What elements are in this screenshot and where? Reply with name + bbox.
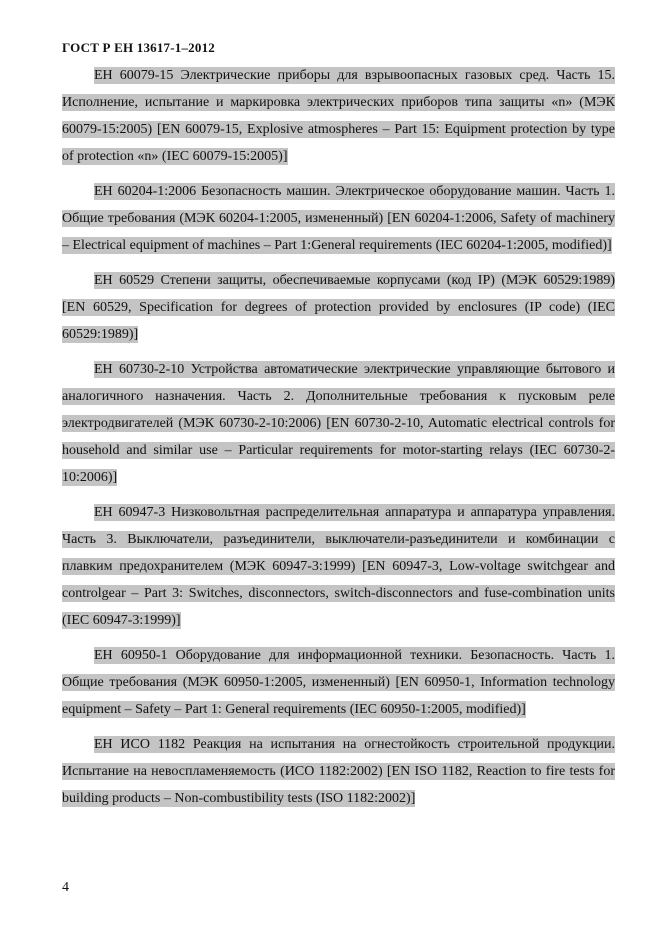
reference-entry-en-60529 — [62, 267, 615, 348]
page-number: 4 — [62, 880, 69, 895]
reference-entry-en-60950-1 — [62, 642, 615, 723]
reference-text: ЕН 60947-3 Низковольтная распределительная аппаратура и аппаратура управления. Часть 3. Выключатели, разъединители, выключатели-разъединители и комбинации с плавким предохранителем (МЭК 60947-3:1999) [EN 60947-3, Low-voltage switchgear and controlgear – Part 3: Switches, disconnectors, switch-disconnectors and fuse-combination units (IEC 60947-3:1999)] — [62, 505, 615, 628]
reference-text: ЕН 60950-1 Оборудование для информационной техники. Безопасность. Часть 1. Общие требования (МЭК 60950-1:2005, измененный) [EN 60950-1, Information technology equipment – Safety – Part 1: General requirements (IEC 60950-1:2005, modified)] — [62, 648, 615, 717]
reference-entry-en-60204-1 — [62, 178, 615, 259]
reference-text: ЕН 60079-15 Электрические приборы для взрывоопасных газовых сред. Часть 15. Исполнение, испытание и маркировка электрических приборов типа защиты «n» (МЭК 60079-15:2005) [EN 60079-15, Explosive atmospheres – Part 15: Equipment protection by type of protection «n» (IEC 60079-15:2005)] — [62, 68, 615, 164]
reference-text: ЕН 60204-1:2006 Безопасность машин. Электрическое оборудование машин. Часть 1. Общие требования (МЭК 60204-1:2005, измененный) [EN 60204-1:2006, Safety of machinery – Electrical equipment of machines – Part 1:General requirements (IEC 60204-1:2005, modified)] — [62, 184, 615, 253]
reference-entry-en-iso-1182 — [62, 731, 615, 812]
reference-entry-en-60079-15 — [62, 62, 615, 170]
document-code-header: ГОСТ Р ЕН 13617-1–2012 — [62, 40, 215, 55]
reference-text: ЕН 60730-2-10 Устройства автоматические электрические управляющие бытового и аналогичного назначения. Часть 2. Дополнительные требования к пусковым реле электродвигателей (МЭК 60730-2-10:2006) [EN 60730-2-10, Automatic electrical controls for household and similar use – Particular requirements for motor-starting relays (IEC 60730-2-10:2006)] — [62, 362, 615, 485]
reference-text: ЕН ИСО 1182 Реакция на испытания на огнестойкость строительной продукции. Испытание на невоспламеняемость (ИСО 1182:2002) [EN ISO 1182, Reaction to fire tests for building products – Non-combustibility tests (ISO 1182:2002)] — [62, 737, 615, 806]
normative-references-list — [62, 62, 615, 820]
reference-text: ЕН 60529 Степени защиты, обеспечиваемые корпусами (код IP) (МЭК 60529:1989) [EN 60529, Specification for degrees of protection provided by enclosures (IP code) (IEC 60529:1989)] — [62, 273, 615, 342]
reference-entry-en-60730-2-10 — [62, 356, 615, 491]
reference-entry-en-60947-3 — [62, 499, 615, 634]
